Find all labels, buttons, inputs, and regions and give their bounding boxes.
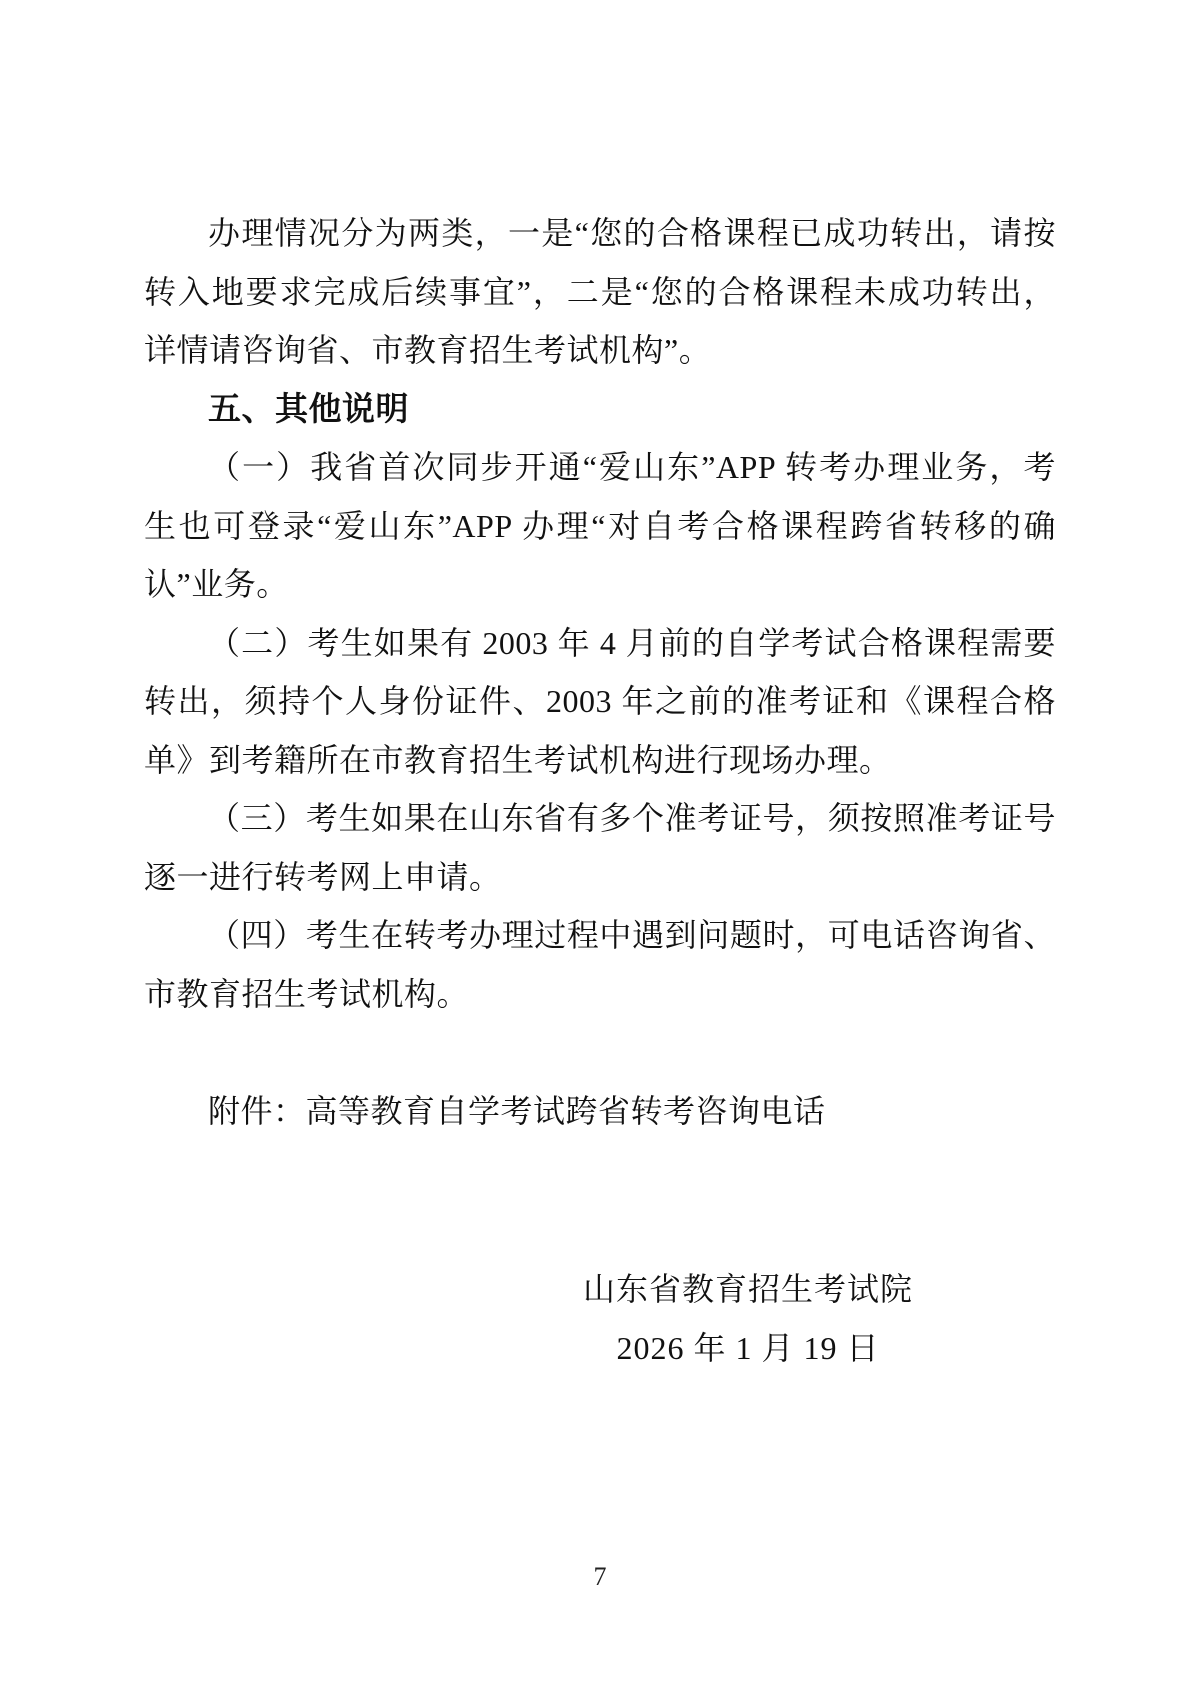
doc-line: （一）我省首次同步开通“爱山东”APP 转考办理业务，考 (208, 449, 1056, 485)
document-body (144, 204, 1056, 1140)
doc-line: 认”业务。 (144, 566, 289, 602)
doc-line: 办理情况分为两类，一是“您的合格课程已成功转出，请按 (208, 215, 1056, 251)
signature-date: 2026 年 1 月 19 日 (616, 1329, 880, 1366)
doc-line: 逐一进行转考网上申请。 (144, 858, 502, 895)
doc-line: 详情请咨询省、市教育招生考试机构”。 (144, 332, 712, 368)
page-number: 7 (593, 1562, 607, 1591)
section-heading: 五、其他说明 (208, 389, 409, 427)
signature-block (144, 1260, 1056, 1377)
signature-issuer: 山东省教育招生考试院 (582, 1271, 913, 1307)
doc-line: 市教育招生考试机构。 (144, 975, 470, 1012)
doc-line: （四）考生在转考办理过程中遇到问题时，可电话咨询省、 (208, 917, 1056, 953)
doc-line: 单》到考籍所在市教育招生考试机构进行现场办理。 (144, 741, 892, 778)
doc-line: 生也可登录“爱山东”APP 办理“对自考合格课程跨省转移的确 (144, 507, 1056, 544)
doc-line: 转出，须持个人身份证件、2003 年之前的准考证和《课程合格 (144, 683, 1056, 719)
doc-line: （二）考生如果有 2003 年 4 月前的自学考试合格课程需要 (208, 624, 1056, 661)
doc-line: （三）考生如果在山东省有多个准考证号，须按照准考证号 (208, 800, 1056, 836)
doc-line: 附件：高等教育自学考试跨省转考咨询电话 (208, 1092, 826, 1129)
blank-line (144, 1023, 1056, 1082)
doc-line: 转入地要求完成后续事宜”，二是“您的合格课程未成功转出， (144, 273, 1056, 310)
